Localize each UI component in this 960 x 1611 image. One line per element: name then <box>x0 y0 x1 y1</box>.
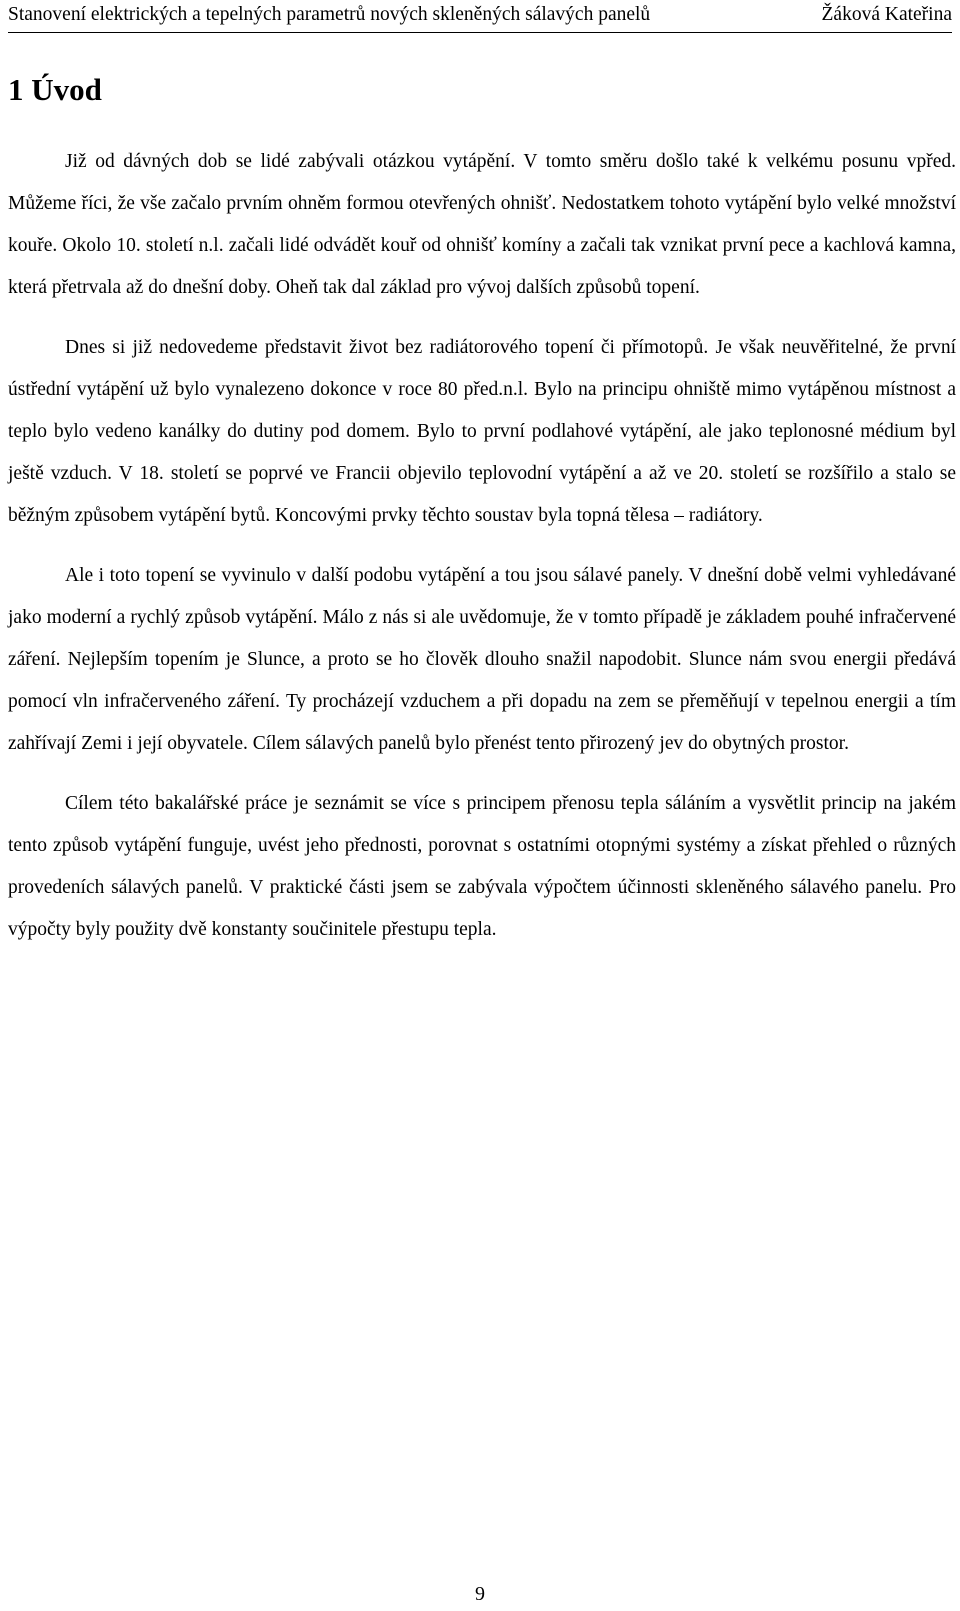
paragraph-history-of-heating: Již od dávných dob se lidé zabývali otázkou vytápění. V tomto směru došlo také k velkému posunu vpřed. Můžeme říci, že vše začalo prvním ohněm formou otevřených ohnišť. Nedostatkem tohoto vytápění bylo velké množství kouře. Okolo 10. století n.l. začali lidé odvádět kouř od ohnišť komíny a začali tak vznikat první pece a kachlová kamna, která přetrvala až do dnešní doby. Oheň tak dal základ pro vývoj dalších způsobů topení. <box>8 151 956 298</box>
body-text <box>8 141 956 969</box>
chapter-heading: 1 Úvod <box>8 72 102 107</box>
paragraph-thesis-goal: Cílem této bakalářské práce je seznámit se více s principem přenosu tepla sáláním a vysvětlit princip na jakém tento způsob vytápění funguje, uvést jeho přednosti, porovnat s ostatními otopnými systémy a získat přehled o různých provedeních sálavých panelů. V praktické části jsem se zabývala výpočtem účinnosti skleněného sálavého panelu. Pro výpočty byly použity dvě konstanty součinitele přestupu tepla. <box>8 793 956 940</box>
header-author-name: Žáková Kateřina <box>821 4 952 25</box>
page-header <box>8 2 952 33</box>
paragraph-central-heating: Dnes si již nedovedeme představit život bez radiátorového topení či přímotopů. Je však neuvěřitelné, že první ústřední vytápění už bylo vynalezeno dokonce v roce 80 před.n.l. Bylo na principu ohniště mimo vytápěnou místnost a teplo bylo vedeno kanálky do dutiny pod domem. Bylo to první podlahové vytápění, ale jako teplonosné médium byl ještě vzduch. V 18. století se poprvé ve Francii objevilo teplovodní vytápění a až ve 20. století se rozšířilo a stalo se běžným způsobem vytápění bytů. Koncovými prvky těchto soustav byla topná tělesa – radiátory. <box>8 337 956 526</box>
header-document-title: Stanovení elektrických a tepelných parametrů nových skleněných sálavých panelů <box>8 4 651 25</box>
paragraph-radiant-panels: Ale i toto topení se vyvinulo v další podobu vytápění a tou jsou sálavé panely. V dnešní době velmi vyhledávané jako moderní a rychlý způsob vytápění. Málo z nás si ale uvědomuje, že v tomto případě je základem pouhé infračervené záření. Nejlepším topením je Slunce, a proto se ho člověk dlouho snažil napodobit. Slunce nám svou energii předává pomocí vln infračerveného záření. Ty procházejí vzduchem a při dopadu na zem se přeměňují v tepelnou energii a tím zahřívají Zemi i její obyvatele. Cílem sálavých panelů bylo přenést tento přirozený jev do obytných prostor. <box>8 565 956 754</box>
page-number: 9 <box>475 1583 485 1605</box>
